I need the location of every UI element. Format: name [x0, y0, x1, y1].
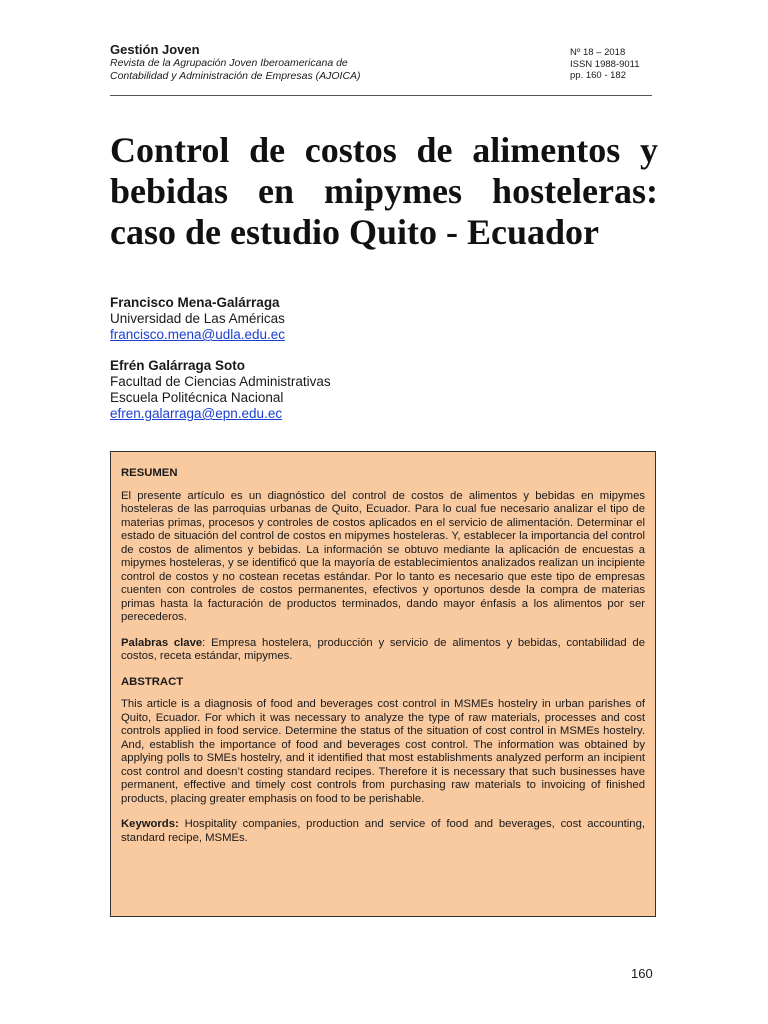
author-affiliation: Facultad de Ciencias Administrativas: [110, 374, 331, 389]
abstract-keywords-label: Keywords:: [121, 818, 179, 830]
author-affiliation: Escuela Politécnica Nacional: [110, 390, 284, 405]
journal-name: Gestión Joven: [110, 42, 200, 57]
issue-info: [570, 47, 640, 82]
page-number: 160: [631, 966, 653, 981]
author-name: Efrén Galárraga Soto: [110, 358, 246, 373]
journal-subtitle-line-1: Revista de la Agrupación Joven Iberoamericana de: [110, 57, 348, 69]
resumen-keywords: [121, 637, 645, 664]
article-title: Control de costos de alimentos y bebidas en mipymes hosteleras: caso de estudio Quito - Ecuador: [110, 130, 658, 252]
journal-subtitle-line-2: Contabilidad y Administración de Empresas (AJOICA): [110, 70, 361, 82]
abstract-keywords-text: Hospitality companies, production and service of food and beverages, cost accounting, standard recipe, MSMEs.: [121, 818, 645, 844]
abstract-keywords: [121, 818, 645, 845]
resumen-keywords-text: : Empresa hostelera, producción y servicio de alimentos y bebidas, contabilidad de costos, receta estándar, mipymes.: [121, 636, 645, 662]
author-affiliation: Universidad de Las Américas: [110, 311, 285, 326]
page-range: pp. 160 - 182: [570, 70, 626, 81]
resumen-text: El presente artículo es un diagnóstico del control de costos de alimentos y bebidas en mipymes hosteleras de las parroquias urbanas de Quito, Ecuador. Para lo cual fue necesario analizar el tipo de materias primas, procesos y controles de costos aplicados en el servicio de alimentación. Determinar el estado de situación del control de costos en mipymes hosteleras. Y, establecer la importancia del control de costos de alimentos y bebidas. La información se obtuvo mediante la aplicación de encuestas a mipymes hosteleras, y se identificó que la mayoría de establecimientos analizados realizan un incipiente control de costos y no costean recetas estándar. Por lo tanto es necesario que este tipo de empresas cuenten con controles de costos permanentes, efectivos y oportunos desde la compra de materias primas hasta la facturación de productos terminados, dando mayor énfasis a los alimentos por ser perecederos.: [121, 489, 645, 623]
author-email-link[interactable]: efren.galarraga@epn.edu.ec: [110, 406, 283, 421]
author-email-link[interactable]: francisco.mena@udla.edu.ec: [110, 327, 286, 342]
issn: ISSN 1988-9011: [570, 58, 640, 70]
author-name: Francisco Mena-Galárraga: [110, 295, 280, 310]
abstract-heading: ABSTRACT: [121, 675, 184, 688]
issue-number: Nº 18 – 2018: [570, 47, 626, 58]
resumen-heading: RESUMEN: [121, 467, 178, 479]
journal-header: [110, 42, 652, 83]
abstract-box: [110, 451, 656, 917]
author-1: [110, 295, 331, 343]
resumen-keywords-label: Palabras clave: [121, 636, 203, 649]
header-divider: [110, 95, 652, 96]
author-list: [110, 295, 331, 437]
abstract-text: This article is a diagnosis of food and beverages cost control in MSMEs hostelry in urban parishes of Quito, Ecuador. For which it was necessary to analyze the type of raw materials, processes and cost controls applied in food service. Determine the status of the situation of cost control in MSMEs hostelry. And, establish the importance of food and beverages cost control. The information was obtained by applying polls to SMEs hostelry, and it identified that most establishments analyzed perform an incipient cost control and doesn’t costing standard recipes. Therefore it is necessary that such businesses have permanent, effective and timely cost controls from purchasing raw materials to invoicing of finished products, placing greater emphasis on food to be perishable.: [121, 698, 645, 805]
author-2: [110, 358, 331, 422]
